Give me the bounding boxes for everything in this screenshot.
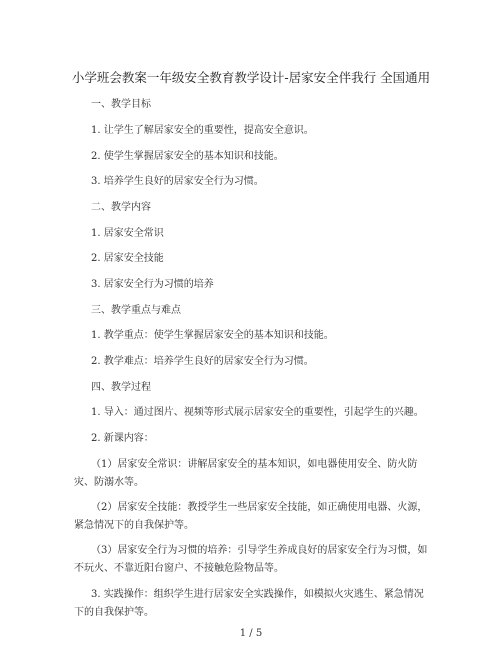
focus-item-2: 2. 教学难点：培养学生良好的居家安全行为习惯。 [91,356,314,367]
paragraph-line: 3. 实践操作：组织学生进行居家安全实践操作，如模拟火灾逃生、紧急情况 [91,589,424,600]
process-item-1: 1. 导入：通过图片、视频等形式展示居家安全的重要性，引起学生的兴趣。 [91,407,424,418]
document-title: 小学班会教案一年级安全教育教学设计-居家安全伴我行 全国通用 [71,70,431,85]
paragraph-line: 灾、防溺水等。 [74,477,144,488]
focus-item-1: 1. 教学重点：使学生掌握居家安全的基本知识和技能。 [91,330,334,341]
paragraph-line: 下的自我保护等。 [74,607,154,618]
page-number: 1 / 5 [239,628,263,639]
section-heading-content: 二、教学内容 [91,202,151,213]
section-heading-objectives: 一、教学目标 [91,99,151,110]
paragraph-line: 紧急情况下的自我保护等。 [74,520,194,531]
objective-item-1: 1. 让学生了解居家安全的重要性，提高安全意识。 [91,125,314,136]
section-heading-focus: 三、教学重点与难点 [91,305,181,316]
paragraph-line: 不玩火、不靠近阳台窗户、不接触危险物品等。 [74,563,284,574]
content-item-3: 3. 居家安全行为习惯的培养 [91,279,214,290]
process-item-2: 2. 新课内容： [91,433,154,444]
content-item-1: 1. 居家安全常识 [91,228,164,239]
objective-item-2: 2. 使学生掌握居家安全的基本知识和技能。 [91,151,284,162]
paragraph-line: （3）居家安全行为习惯的培养：引导学生养成良好的居家安全行为习惯，如 [91,545,428,556]
section-heading-process: 四、教学过程 [91,382,151,393]
paragraph-line: （2）居家安全技能：教授学生一些居家安全技能，如正确使用电器、火源， [91,502,428,513]
paragraph-line: （1）居家安全常识：讲解居家安全的基本知识，如电器使用安全、防火防 [91,459,418,470]
content-item-2: 2. 居家安全技能 [91,253,164,264]
objective-item-3: 3. 培养学生良好的居家安全行为习惯。 [91,176,264,187]
